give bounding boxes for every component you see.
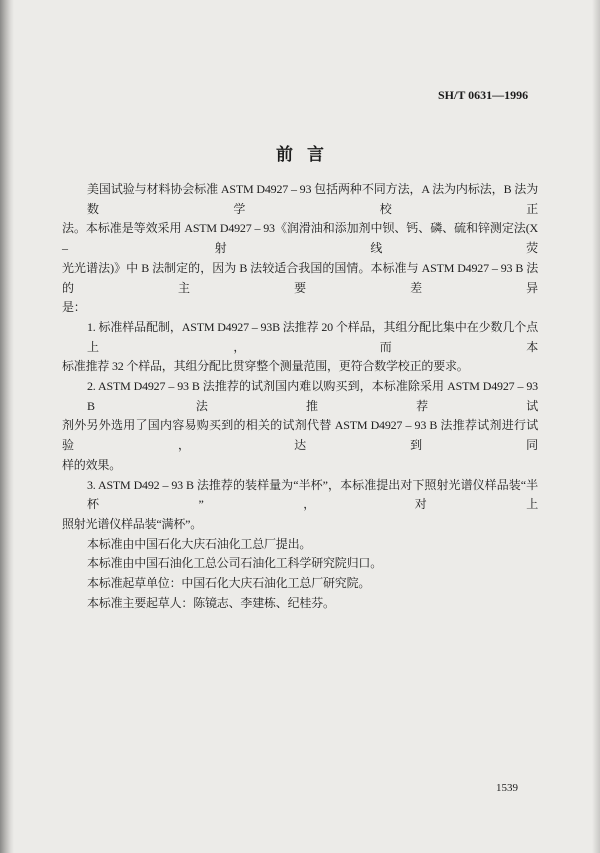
paragraph — [62, 180, 538, 318]
text-line: 本标准主要起草人：陈镜志、李建栋、纪桂芬。 — [87, 595, 335, 610]
paragraph — [62, 554, 538, 574]
text-line: 2. ASTM D4927 – 93 B 法推荐的试剂国内难以购买到，本标准除采用 ASTM D4927 – 93 B 法推荐试 — [87, 379, 538, 413]
page-number: 1539 — [496, 782, 518, 794]
paragraph — [62, 574, 538, 594]
document-body — [62, 180, 538, 613]
standard-code: SH/T 0631—1996 — [438, 88, 529, 102]
text-line: 3. ASTM D492 – 93 B 法推荐的装样量为“半杯”，本标准提出对下照射光谱仪样品装“半杯”，对上 — [87, 477, 538, 512]
page-title: 前言 — [276, 145, 338, 164]
text-line: 剂外另外选用了国内容易购买到的相关的试剂代替 ASTM D4927 – 93 B 法推荐试剂进行试验，达到同 — [62, 418, 538, 453]
text-line: 是： — [62, 300, 86, 315]
text-line: 美国试验与材料协会标准 ASTM D4927 – 93 包括两种不同方法，A 法为内标法，B 法为数学校正 — [87, 182, 538, 216]
text-line: 照射光谱仪样品装“满杯”。 — [62, 516, 203, 531]
text-line: 本标准由中国石化大庆石油化工总厂提出。 — [87, 536, 312, 551]
scan-edge-right — [592, 0, 600, 853]
text-line: 本标准由中国石油化工总公司石油化工科学研究院归口。 — [87, 556, 383, 571]
text-line: 光光谱法)》中 B 法制定的，因为 B 法较适合我国的国情。本标准与 ASTM D4927 – 93 B 法的主要差异 — [62, 260, 538, 295]
text-line: 样的效果。 — [62, 457, 122, 472]
text-line: 标准推荐 32 个样品，其组分配比贯穿整个测量范围，更符合数学校正的要求。 — [62, 359, 469, 374]
paragraph — [62, 377, 538, 476]
paragraph — [62, 594, 538, 614]
paragraph — [62, 535, 538, 555]
paragraph — [62, 318, 538, 377]
text-line: 本标准起草单位：中国石化大庆石油化工总厂研究院。 — [87, 576, 371, 591]
scan-edge-left — [0, 0, 14, 853]
paragraph — [62, 476, 538, 535]
text-line: 1. 标准样品配制，ASTM D4927 – 93B 法推荐 20 个样品，其组分配比集中在少数几个点上，而本 — [87, 319, 538, 354]
text-line: 法。本标准是等效采用 ASTM D4927 – 93《润滑油和添加剂中钡、钙、磷、硫和锌测定法(X – 射线荧 — [62, 221, 538, 256]
